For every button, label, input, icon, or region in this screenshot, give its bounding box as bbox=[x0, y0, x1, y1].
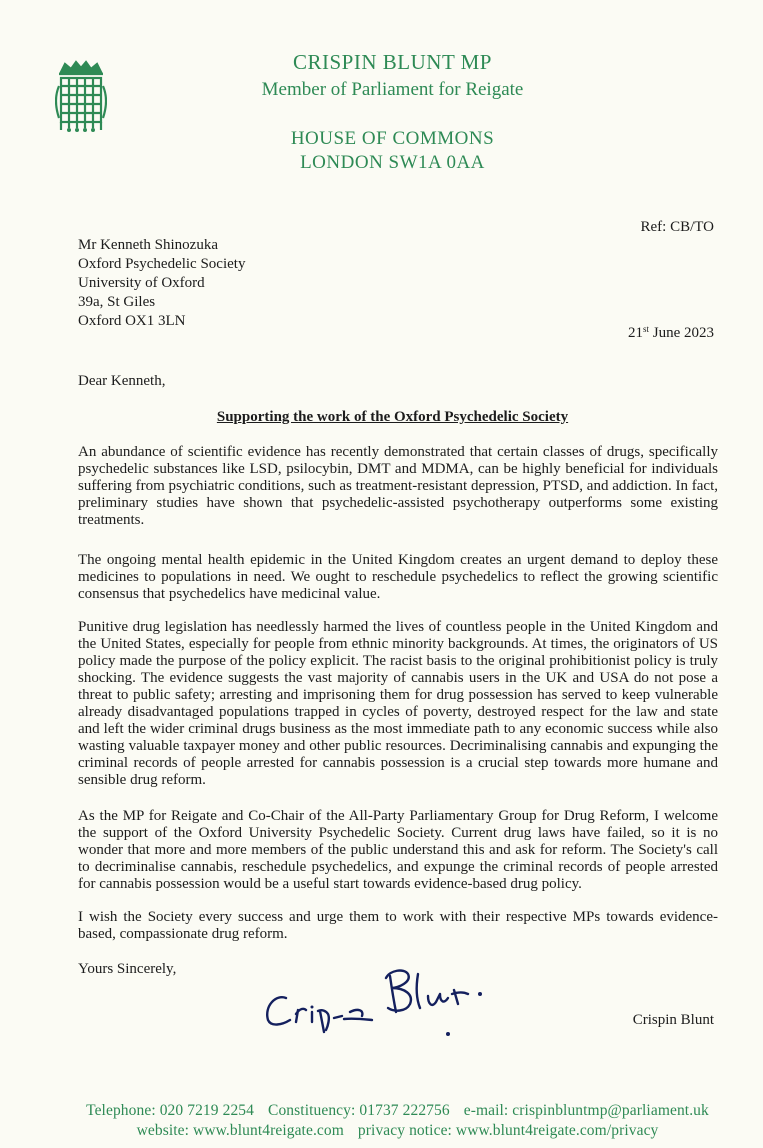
handwritten-signature bbox=[258, 964, 493, 1039]
house-name: HOUSE OF COMMONS bbox=[290, 128, 495, 149]
footer-website[interactable]: website: www.blunt4reigate.com bbox=[136, 1122, 344, 1139]
body-paragraph: The ongoing mental health epidemic in the United Kingdom creates an urgent demand to deploy these medicines to populations in need. We ought to reschedule psychedelics to reflect the growing scientific consensus that psychedelics have medicinal value. bbox=[78, 552, 718, 602]
address-line: Mr Kenneth Shinozuka bbox=[78, 237, 218, 253]
date-day: 21 bbox=[627, 325, 643, 341]
recipient-address bbox=[78, 236, 245, 331]
footer-web bbox=[0, 1122, 763, 1140]
body-paragraph: As the MP for Reigate and Co-Chair of the All-Party Parliamentary Group for Drug Reform, I welcome the support of the Oxford University Psychedelic Society. Current drug laws have failed, so it is no wonder that more and more members of the public understand this and ask for reform. The Society's call to decriminalise cannabis, reschedule psychedelics, and expunge the criminal records of people arrested for cannabis possession would be a useful start towards evidence-based drug policy. bbox=[78, 808, 718, 892]
date-rest: June 2023 bbox=[649, 325, 714, 341]
body-paragraph: Punitive drug legislation has needlessly harmed the lives of countless people in the United Kingdom and the United States, especially for people from ethnic minority backgrounds. At times, the originators of US policy made the purpose of the policy explicit. The racist basis to the original prohibitionist policy is truly shocking. The evidence suggests the vast majority of cannabis users in the UK and USA do not pose a threat to public safety; arresting and imprisoning them for drug possession has served to keep vulnerable already disadvantaged populations trapped in cycles of poverty, destroyed respect for the law and state and left the wider criminal drugs business as the most immediate path to any economic success while also wasting valuable taxpayer money and other public resources. Decriminalising cannabis and expunging the criminal records of people arrested for cannabis possession is a crucial step towards more humane and sensible drug reform. bbox=[78, 619, 718, 788]
address-line: Oxford OX1 3LN bbox=[78, 313, 186, 329]
date-suffix: st bbox=[642, 324, 649, 334]
mp-name: CRISPIN BLUNT MP bbox=[293, 50, 492, 74]
body-paragraph: I wish the Society every success and urge them to work with their respective MPs towards evidence-based, compassionate drug reform. bbox=[78, 909, 718, 942]
address-line: University of Oxford bbox=[78, 275, 205, 291]
salutation: Dear Kenneth, bbox=[78, 373, 166, 389]
subject-line: Supporting the work of the Oxford Psychedelic Society bbox=[216, 409, 569, 425]
body-paragraph: An abundance of scientific evidence has recently demonstrated that certain classes of drugs, specifically psychedelic substances like LSD, psilocybin, DMT and MDMA, can be highly beneficial for individuals suffering from psychiatric conditions, such as treatment-resistant depression, PTSD, and addiction. In fact, preliminary studies have shown that psychedelic-assisted psychotherapy outperforms some existing treatments. bbox=[78, 444, 718, 528]
address-line: Oxford Psychedelic Society bbox=[78, 256, 246, 272]
footer-email[interactable]: e-mail: crispinbluntmp@parliament.uk bbox=[463, 1102, 709, 1119]
mp-role: Member of Parliament for Reigate bbox=[261, 79, 524, 100]
footer-contact bbox=[0, 1102, 763, 1120]
house-address: LONDON SW1A 0AA bbox=[300, 152, 485, 173]
address-line: 39a, St Giles bbox=[78, 294, 156, 310]
signatory-name: Crispin Blunt bbox=[632, 1012, 714, 1028]
footer-telephone: Telephone: 020 7219 2254 bbox=[86, 1102, 255, 1119]
reference: Ref: CB/TO bbox=[640, 219, 714, 235]
closing: Yours Sincerely, bbox=[78, 961, 177, 977]
letter-date bbox=[628, 324, 714, 342]
footer-privacy[interactable]: privacy notice: www.blunt4reigate.com/privacy bbox=[357, 1122, 659, 1139]
footer-constituency: Constituency: 01737 222756 bbox=[268, 1102, 450, 1119]
